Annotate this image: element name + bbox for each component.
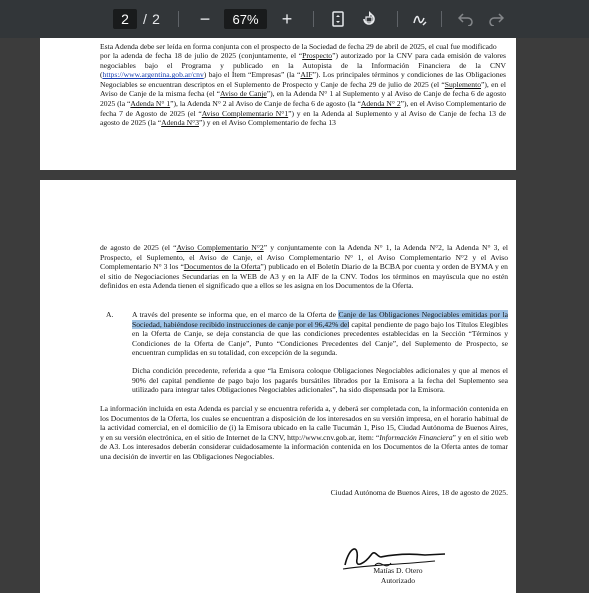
zoom-out-button[interactable]: − [199,8,211,29]
text: ”), en la Adenda N° 1 al Suplemento y al Aviso de Canje de fecha 6 de agosto 2025 (la “ [100,89,507,108]
page-number-input[interactable]: 2 [113,9,137,29]
text: ”), en el Aviso Complementario de fecha 7 de Agosto de 2025 (el “ [100,98,507,118]
intro-paragraph [100,243,508,291]
text: ”), en el Aviso de Canje de la misma fecha (el “ [100,79,506,99]
page-total: 2 [152,11,160,27]
italic-term: Información Financiera [379,432,453,442]
fit-page-icon[interactable] [327,8,349,30]
text: ”) publicado en el Boletín Diario de la BCBA por cuenta y orden de BYMA y en el sitio de Negociaciones Secundarias en la WEB de A3 y en la AIF de la CNV. Todos los términos en mayúscula que no estén definidos en esta Adenda tienen el significado que a ellos se les asigna en los Documentos de la Oferta. [100,262,508,291]
text: por la adenda de fecha 18 de julio de 2025 (conjuntamente, el “ [100,51,303,60]
page1-cut-line: Esta Adenda debe ser leída en forma conjunta con el prospecto de la Sociedad de fecha 29 de abril de 2025, el cual fue modificado [100,42,497,51]
text: ” y conjuntamente con la Adenda N° 1, la Adenda N°2, la Adenda N° 3, el Prospecto, el Suplemento, el Aviso de Canje, el Aviso Complementario N° 1, el Aviso Complementario N°2 y el Aviso Complementario N° 3 los “ [100,243,508,272]
text: ” y en el sitio web de A3. Los interesados deberán considerar cuidadosamente la información contenida en los Documentos de la Oferta antes de tomar una decisión de invertir en las Obligaciones Negociables. [100,432,508,461]
term-aviso-complementario-2: Aviso Complementario N°2 [176,243,264,252]
term-aviso-canje: Aviso de Canje [220,89,267,99]
text: ”) y en la Adenda al Suplemento y al Aviso de Canje de fecha 13 de agosto de 2025 (la “ [100,108,506,128]
text: ”), la Adenda N° 2 al Aviso de Canje de fecha 6 de agosto (la “ [170,98,361,108]
pdf-toolbar [0,0,589,38]
undo-icon[interactable] [455,8,477,30]
redo-icon[interactable] [485,8,507,30]
signer-name: Matías D. Otero [373,566,423,575]
zoom-level-input[interactable]: 67% [224,9,267,29]
text: capital pendiente de pago bajo los Títulos Elegibles en la Oferta de Canje, se deja constancia de que las condiciones precedentes establecidas en la Sección “Términos y Condiciones de la Oferta de Canje”, Punto “Condiciones Precedentes del Canje”, del Suplemento de Prospecto, se encuentran cumplidas en su totalidad, con excepción de la segunda. [132,319,508,358]
text: de agosto de 2025 (el “ [100,243,177,252]
place-date: Ciudad Autónoma de Buenos Aires, 18 de agosto de 2025. [330,488,508,497]
text: ) bajo el Ítem “Empresas” (la “ [203,70,301,80]
toolbar-divider [397,11,398,27]
condition-paragraph: Dicha condición precedente, referida a que “la Emisora coloque Obligaciones Negociables adicionales y que al menos el 90% del capital pendiente de pago bajo los pagarés bursátiles librados por la Emisora a la fecha del Suplemento sea utilizado para integrar tales Obligaciones Negociables adicionales”, ha sido dispensada por la Emisora. [132,366,508,395]
page1-paragraph [100,51,506,128]
item-marker: A. [106,310,114,319]
text: ”). Los principales términos y condiciones de las Obligaciones Negociables se encuentran descriptos en el Suplemento de Prospecto y Canje de fecha 29 de julio de 2025 (el “ [100,70,506,89]
term-prospecto: Prospecto [302,51,333,60]
toolbar-divider [441,11,442,27]
zoom-in-button[interactable]: + [281,8,293,29]
selected-text-highlight[interactable]: Canje de las Obligaciones Negociables emitidas por la Sociedad, habiéndose recibido instrucciones de canje por el 96,42% del [132,310,508,329]
draw-icon[interactable] [409,8,431,30]
term-suplemento: Suplemento [444,79,481,89]
toolbar-divider [178,11,179,27]
text: La información incluida en esta Adenda es parcial y se encuentra referida a, y deberá ser completada con, la información contenida en los Documentos de la Oferta, los cuales se encuentran a disposición de los interesados en su versión impresa, en el horario habitual de la actividad comercial, en el domicilio de (i) la Emisora ubicado en la calle Tucumán 1, Piso 15, Ciudad Autónoma de Buenos Aires, y en su versión electrónica, en el sitio de Internet de la CNV, http://www.cnv.gob.ar, ítem: “ [100,404,508,442]
rotate-icon[interactable] [358,8,380,30]
signer-role: Autorizado [380,576,416,585]
information-paragraph [100,404,508,462]
text: ”) autorizado por la CNV para cada emisión de valores negociables bajo el Programa y publicado en la Autopista de la Información Financiera de la CNV ( [100,51,506,80]
term-aif: AIF [300,70,313,80]
document-page-2 [40,180,516,593]
term-adenda-3: Adenda N°3 [161,118,199,128]
text: ”) y en el Aviso Complementario de fecha 13 [199,118,336,128]
item-a-paragraph [132,310,508,358]
term-adenda-2: Adenda N° 2 [360,98,401,108]
page-separator: / [143,11,147,27]
term-aviso-complementario-1: Aviso Complementario N°1 [201,108,289,118]
toolbar-divider [313,11,314,27]
term-adenda-1: Adenda N° 1 [130,98,171,108]
term-documentos-oferta: Documentos de la Oferta [183,262,261,272]
text: A través del presente se informa que, en el marco de la Oferta de [132,310,339,319]
document-page-1 [40,38,516,170]
cnv-link[interactable]: https://www.argentina.gob.ar/cnv [102,70,204,80]
